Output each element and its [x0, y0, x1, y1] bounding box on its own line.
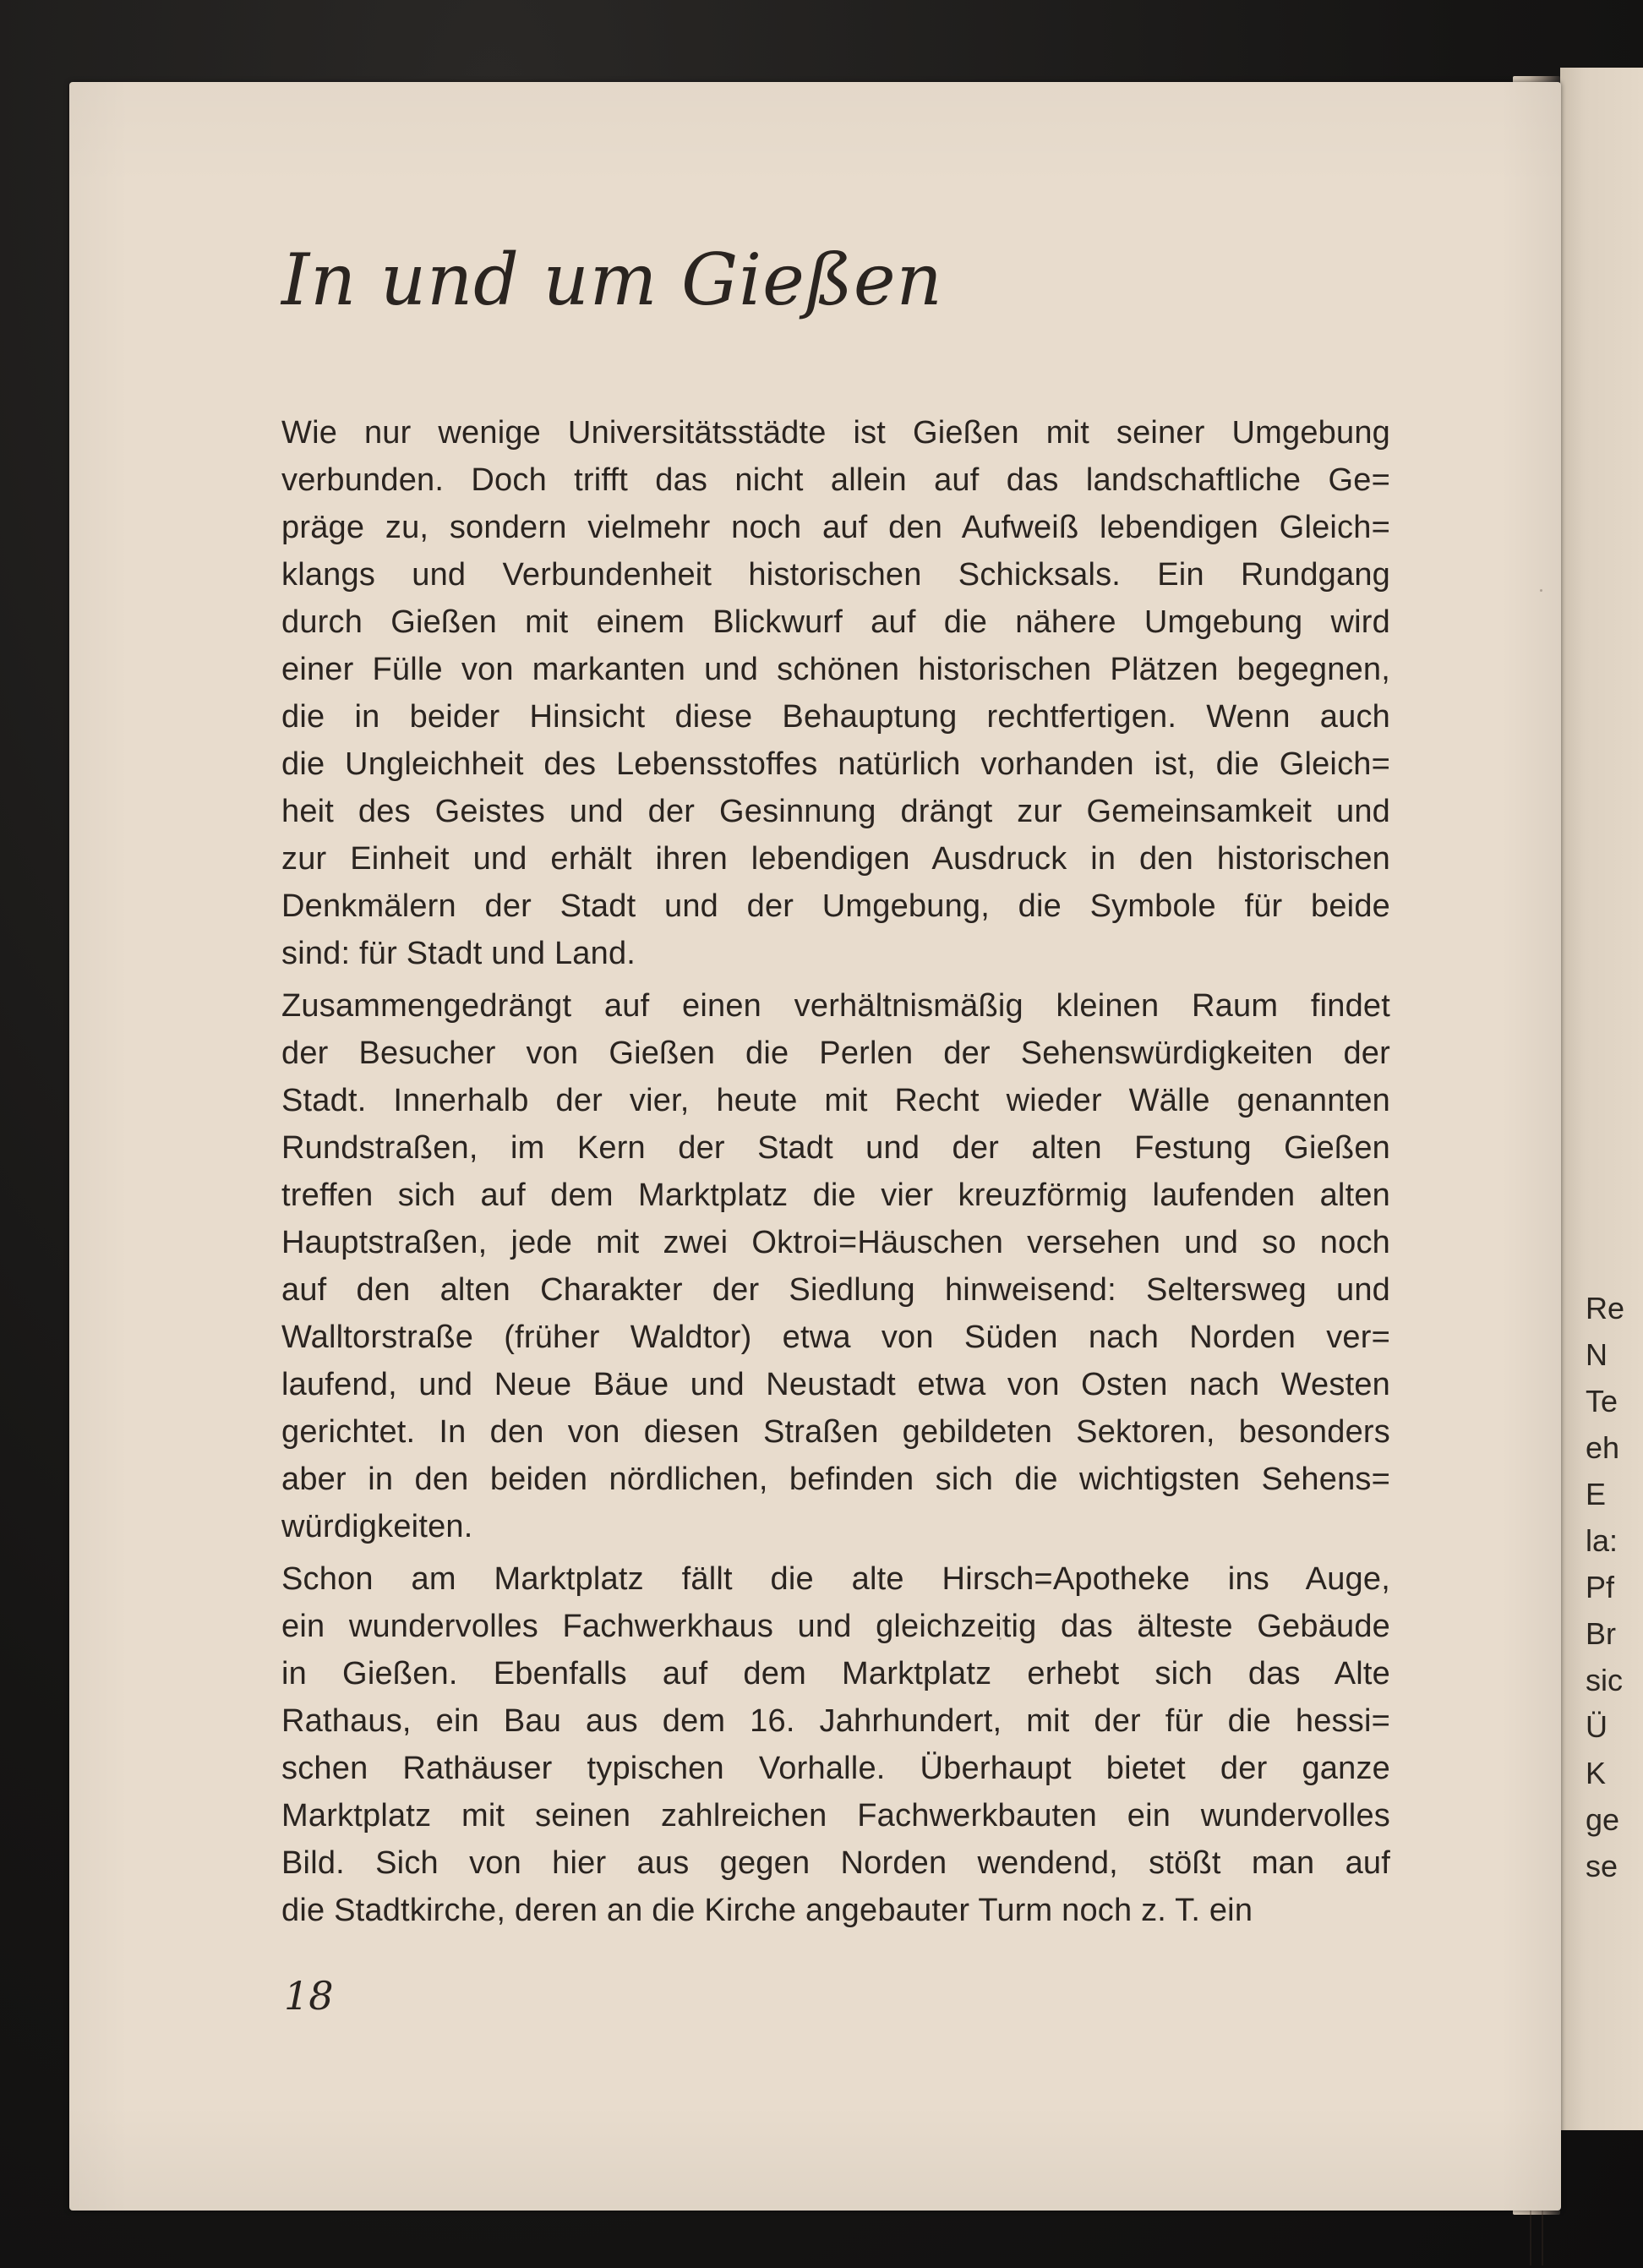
paper-speck — [1540, 589, 1542, 592]
text-line: würdigkeiten. — [281, 1509, 473, 1544]
text-line: klangs und Verbundenheit historischen Schicksals. Ein Rundgang — [281, 557, 1390, 593]
facing-page-fragment: Te — [1586, 1384, 1618, 1418]
text-line: Hauptstraßen, jede mit zwei Oktroi=Häuschen versehen und so noch — [281, 1225, 1390, 1260]
facing-page-fragment: se — [1586, 1849, 1618, 1883]
text-line: aber in den beiden nördlichen, befinden sich die wichtigsten Sehens= — [281, 1462, 1390, 1497]
text-line: schen Rathäuser typischen Vorhalle. Überhaupt bietet der ganze — [281, 1751, 1390, 1786]
text-line: auf den alten Charakter der Siedlung hinweisend: Seltersweg und — [281, 1272, 1390, 1308]
text-line: heit des Geistes und der Gesinnung drängt zur Gemeinsamkeit und — [281, 794, 1390, 829]
facing-page-fragment: la: — [1586, 1523, 1618, 1558]
text-line: Zusammengedrängt auf einen verhältnismäßig kleinen Raum findet — [281, 988, 1390, 1024]
text-line: Wie nur wenige Universitätsstädte ist Gießen mit seiner Umgebung — [281, 415, 1390, 451]
paragraph — [281, 409, 1390, 977]
text-line: Marktplatz mit seinen zahlreichen Fachwerkbauten ein wundervolles — [281, 1798, 1390, 1834]
text-line: sind: für Stadt und Land. — [281, 936, 636, 971]
text-line: der Besucher von Gießen die Perlen der Sehenswürdigkeiten der — [281, 1036, 1390, 1071]
facing-page-fragment: K — [1586, 1756, 1607, 1790]
text-line: präge zu, sondern vielmehr noch auf den Aufweiß lebendigen Gleich= — [281, 510, 1390, 545]
text-line: in Gießen. Ebenfalls auf dem Marktplatz erhebt sich das Alte — [281, 1656, 1390, 1691]
text-line: ein wundervolles Fachwerkhaus und gleichzeitig das älteste Gebäude — [281, 1609, 1390, 1644]
facing-page-fragment: Ü — [1586, 1709, 1608, 1744]
paragraph — [281, 982, 1390, 1550]
text-line: Rathaus, ein Bau aus dem 16. Jahrhundert, mit der für die hessi= — [281, 1703, 1390, 1739]
facing-page-text-fragments — [1586, 1285, 1643, 1889]
text-line: Schon am Marktplatz fällt die alte Hirsch=Apotheke ins Auge, — [281, 1561, 1390, 1597]
facing-page-fragment: N — [1586, 1337, 1608, 1372]
facing-page-fragment: eh — [1586, 1430, 1620, 1465]
text-line: Rundstraßen, im Kern der Stadt und der alten Festung Gießen — [281, 1130, 1390, 1166]
page-number: 18 — [284, 1973, 334, 2019]
text-line: die Stadtkirche, deren an die Kirche angebauter Turm noch z. T. ein — [281, 1893, 1253, 1928]
text-line: Bild. Sich von hier aus gegen Norden wendend, stößt man auf — [281, 1845, 1390, 1881]
text-line: die Ungleichheit des Lebensstoffes natürlich vorhanden ist, die Gleich= — [281, 746, 1390, 782]
text-line: durch Gießen mit einem Blickwurf auf die nähere Umgebung wird — [281, 604, 1390, 640]
facing-page-edge — [1560, 68, 1643, 2130]
facing-page-fragment: E — [1586, 1477, 1607, 1511]
body-text — [281, 409, 1390, 1939]
paragraph — [281, 1555, 1390, 1934]
text-line: treffen sich auf dem Marktplatz die vier kreuzförmig laufenden alten — [281, 1178, 1390, 1213]
text-line: zur Einheit und erhält ihren lebendigen Ausdruck in den historischen — [281, 841, 1390, 877]
text-line: Denkmälern der Stadt und der Umgebung, die Symbole für beide — [281, 888, 1390, 924]
facing-page-fragment: sic — [1586, 1663, 1623, 1697]
text-line: verbunden. Doch trifft das nicht allein auf das landschaftliche Ge= — [281, 462, 1390, 498]
text-line: gerichtet. In den von diesen Straßen gebildeten Sektoren, besonders — [281, 1414, 1390, 1450]
text-line: laufend, und Neue Bäue und Neustadt etwa von Osten nach Westen — [281, 1367, 1390, 1402]
facing-page-fragment: Re — [1586, 1291, 1625, 1325]
facing-page-fragment: ge — [1586, 1802, 1620, 1837]
text-line: Stadt. Innerhalb der vier, heute mit Recht wieder Wälle genannten — [281, 1083, 1390, 1118]
page-heading: In und um Gießen — [281, 238, 943, 321]
facing-page-fragment: Pf — [1586, 1570, 1615, 1604]
text-line: Walltorstraße (früher Waldtor) etwa von Süden nach Norden ver= — [281, 1320, 1390, 1355]
text-line: einer Fülle von markanten und schönen historischen Plätzen begegnen, — [281, 652, 1390, 687]
text-line: die in beider Hinsicht diese Behauptung rechtfertigen. Wenn auch — [281, 699, 1390, 735]
facing-page-fragment: Br — [1586, 1616, 1616, 1651]
